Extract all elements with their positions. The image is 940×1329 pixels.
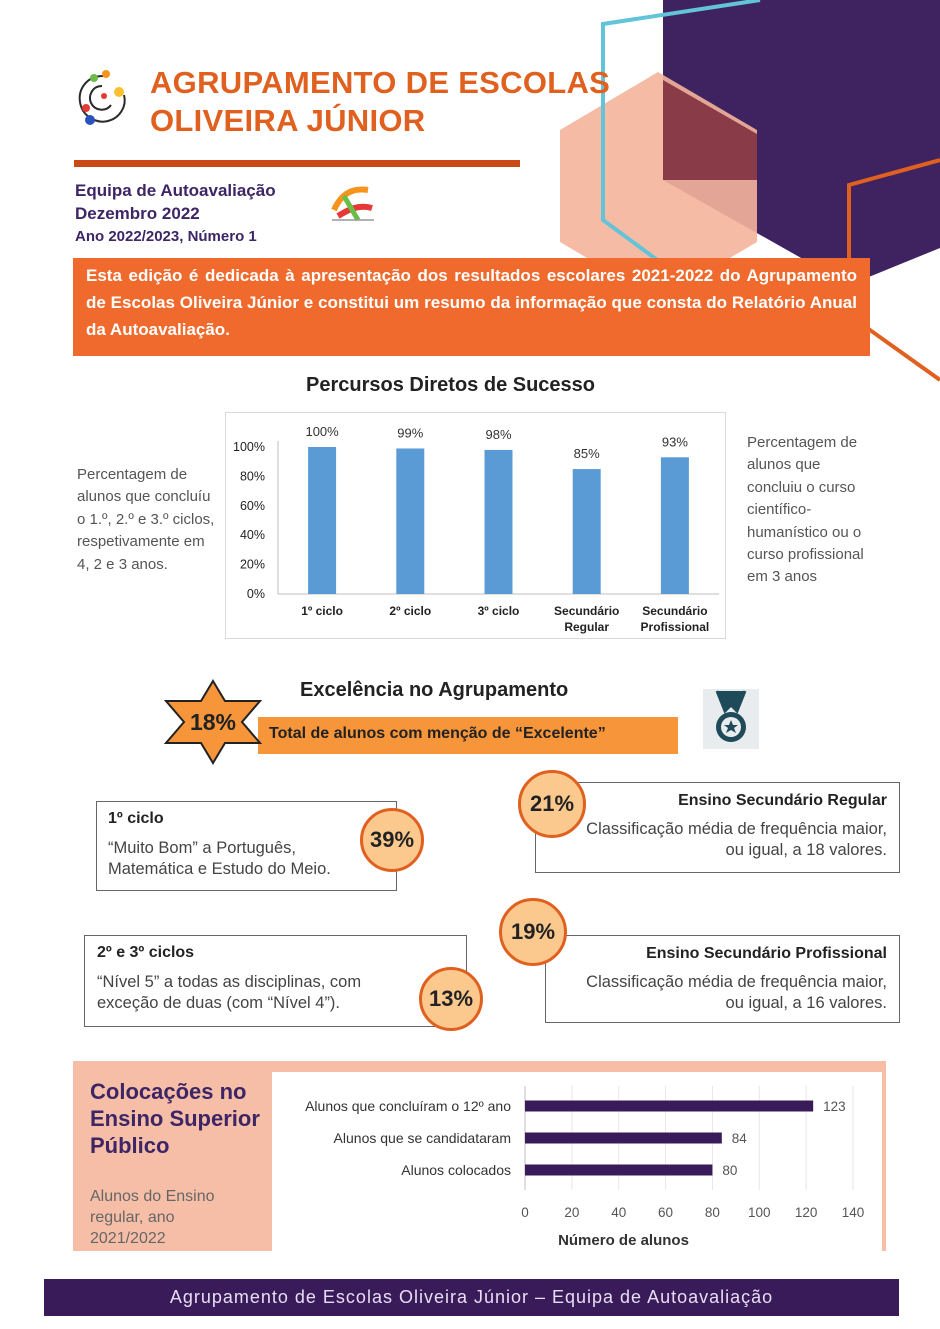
card-title: Ensino Secundário Profissional	[646, 945, 887, 962]
issue-number: Ano 2022/2023, Número 1	[75, 228, 257, 245]
medal-icon	[703, 689, 759, 749]
card-title: Ensino Secundário Regular	[678, 792, 887, 809]
y-tick-label: 60%	[239, 498, 265, 513]
x-tick-label: 20	[564, 1205, 580, 1220]
bar-value-label: 123	[823, 1099, 846, 1114]
team-logo-icon	[328, 180, 378, 224]
bar	[525, 1165, 712, 1176]
x-tick-label: 60	[658, 1205, 674, 1220]
bar	[525, 1133, 722, 1144]
card-title: 2º e 3º ciclos	[97, 944, 195, 961]
x-axis-title: Número de alunos	[558, 1232, 689, 1249]
category-label: Secundário	[642, 604, 708, 618]
colocacoes-subtitle-line: regular, ano	[90, 1209, 175, 1226]
category-label: Profissional	[640, 620, 710, 634]
value-bubble-2-3-ciclos: 13%	[419, 967, 483, 1031]
category-label: Regular	[564, 620, 610, 634]
y-tick-label: 40%	[239, 528, 265, 543]
percursos-chart-frame	[225, 412, 726, 639]
colocacoes-chart-frame	[272, 1072, 882, 1254]
x-tick-label: 140	[841, 1205, 865, 1220]
category-label: Secundário	[554, 604, 620, 618]
colocacoes-subtitle-line: Alunos do Ensino	[90, 1188, 215, 1205]
category-label: 2º ciclo	[389, 604, 432, 618]
intro-box: Esta edição é dedicada à apresentação dos resultados escolares 2021-2022 do Agrupamento de Escolas Oliveira Júnior e constitui um resumo da informação que consta do Relatório Anual da Autoavaliação.	[73, 258, 870, 356]
school-logo	[72, 68, 134, 130]
colocacoes-chart	[272, 1072, 882, 1254]
card-text: “Nível 5” a todas as disciplinas, com exceção de duas (com “Nível 4”).	[97, 973, 362, 1012]
school-title-line1: AGRUPAMENTO DE ESCOLAS	[150, 65, 611, 100]
colocacoes-title-line: Colocações no	[90, 1079, 247, 1104]
x-tick-label: 120	[794, 1205, 818, 1220]
value-bubble-secundario-regular: 21%	[518, 770, 586, 838]
colocacoes-title	[90, 1078, 260, 1159]
card-secundario-profissional	[545, 935, 900, 1023]
x-tick-label: 80	[704, 1205, 720, 1220]
footer: Agrupamento de Escolas Oliveira Júnior – Equipa de Autoavaliação	[44, 1279, 899, 1316]
percursos-title: Percursos Diretos de Sucesso	[306, 374, 596, 396]
colocacoes-subtitle-line: 2021/2022	[90, 1230, 166, 1247]
x-tick-label: 100	[748, 1205, 771, 1220]
card-text: Classificação média de frequência maior, ou igual, a 18 valores.	[586, 820, 887, 859]
card-title: 1º ciclo	[108, 810, 164, 827]
y-tick-label: 20%	[239, 557, 265, 572]
y-tick-label: 0%	[246, 587, 265, 601]
card-text: “Muito Bom” a Português, Matemática e Estudo do Meio.	[108, 839, 331, 878]
percursos-left-note: Percentagem de alunos que concluíu o 1.º, 2.º e 3.º ciclos, respetivamente em 4, 2 e 3 anos.	[77, 466, 215, 573]
percursos-chart	[226, 413, 725, 638]
bar	[396, 448, 424, 594]
bar	[525, 1101, 813, 1112]
category-label: Alunos colocados	[401, 1162, 511, 1178]
bar-value-label: 100%	[305, 424, 339, 439]
y-tick-label: 80%	[239, 469, 265, 484]
y-tick-label: 100%	[233, 440, 265, 454]
team-name: Equipa de Autoavaliação	[75, 181, 276, 200]
x-tick-label: 40	[611, 1205, 627, 1220]
colocacoes-title-line: Público	[90, 1133, 170, 1158]
school-title	[150, 64, 620, 140]
card-secundario-regular	[535, 782, 900, 873]
category-label: Alunos que se candidataram	[333, 1130, 511, 1146]
value-bubble-1-ciclo: 39%	[360, 808, 424, 872]
star-badge	[162, 679, 264, 765]
excelencia-title: Excelência no Agrupamento	[300, 679, 569, 701]
card-1-ciclo	[96, 801, 397, 891]
colocacoes-title-line: Ensino Superior	[90, 1106, 260, 1131]
category-label: 1º ciclo	[301, 604, 343, 618]
card-2-3-ciclos	[84, 935, 467, 1027]
percursos-right-note: Percentagem de alunos que concluiu o curso científico-humanístico ou o curso profissional em 3 anos	[747, 434, 864, 586]
bar-value-label: 99%	[397, 425, 424, 441]
card-text: Classificação média de frequência maior, ou igual, a 16 valores.	[586, 973, 887, 1012]
bar-value-label: 84	[731, 1131, 747, 1146]
bar	[573, 469, 601, 594]
bar	[485, 450, 513, 594]
category-label: 3º ciclo	[477, 604, 520, 618]
bar-value-label: 98%	[485, 426, 512, 442]
title-divider	[74, 160, 520, 167]
bar	[661, 457, 689, 594]
star-value: 18%	[189, 709, 237, 735]
x-tick-label: 0	[521, 1205, 529, 1220]
colocacoes-subtitle	[90, 1186, 215, 1249]
category-label: Alunos que concluíram o 12º ano	[305, 1098, 511, 1114]
bar-value-label: 80	[722, 1163, 738, 1178]
school-title-line2: OLIVEIRA JÚNIOR	[150, 103, 426, 138]
issue-meta	[75, 179, 276, 248]
bar-value-label: 85%	[573, 446, 600, 462]
excelencia-banner: Total de alunos com menção de “Excelente”	[258, 717, 678, 754]
issue-date: Dezembro 2022	[75, 204, 200, 223]
value-bubble-secundario-profissional: 19%	[499, 898, 567, 966]
bar-value-label: 93%	[661, 434, 688, 450]
bar	[308, 447, 336, 594]
